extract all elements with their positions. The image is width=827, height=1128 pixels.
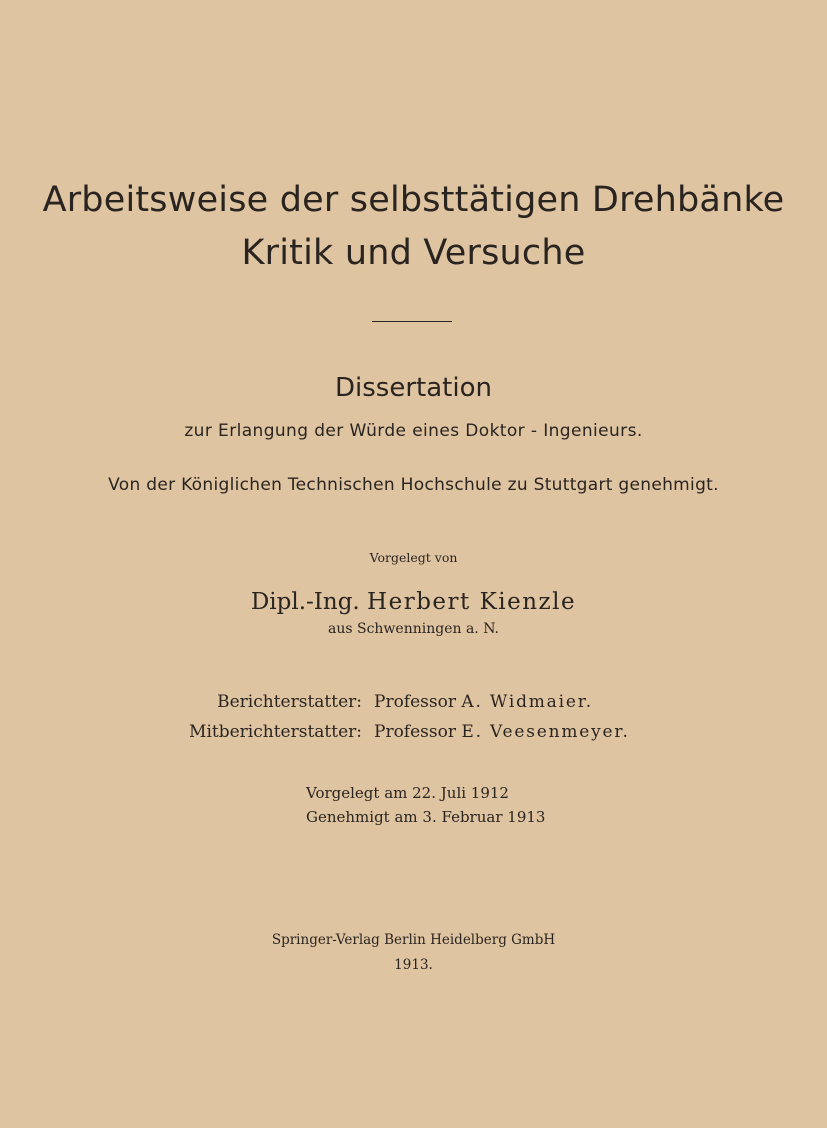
co-referee-title: Professor [374, 722, 456, 742]
co-referee-name: E. Veesenmeyer. [461, 722, 630, 742]
title-line-2: Kritik und Versuche [241, 233, 586, 273]
author-origin: aus Schwenningen a. N. [327, 621, 499, 637]
author-line [0, 589, 827, 615]
referee-role: Berichterstatter: [217, 692, 362, 712]
publisher-name: Springer-Verlag Berlin Heidelberg GmbH [271, 932, 556, 948]
approved-date: Genehmigt am 3. Februar 1913 [306, 808, 546, 826]
publication-year: 1913. [394, 957, 433, 973]
co-referee-role: Mitberichterstatter: [189, 722, 362, 742]
dissertation-purpose: zur Erlangung der Würde eines Doktor - Ingenieurs. [184, 421, 643, 441]
referee-person [374, 692, 593, 712]
dissertation-heading: Dissertation [335, 373, 492, 403]
title-divider [372, 321, 452, 322]
author-degree: Dipl.-Ing. [250, 589, 360, 615]
author-name: Herbert Kienzle [367, 589, 577, 615]
referee-name: A. Widmaier. [461, 692, 593, 712]
referee-title: Professor [374, 692, 456, 712]
presented-by-label: Vorgelegt von [369, 550, 458, 565]
co-referee-person [374, 722, 630, 742]
submitted-date: Vorgelegt am 22. Juli 1912 [306, 784, 509, 802]
dissertation-approval: Von der Königlichen Technischen Hochschule zu Stuttgart genehmigt. [108, 475, 719, 495]
title-line-1: Arbeitsweise der selbsttätigen Drehbänke [42, 180, 785, 220]
